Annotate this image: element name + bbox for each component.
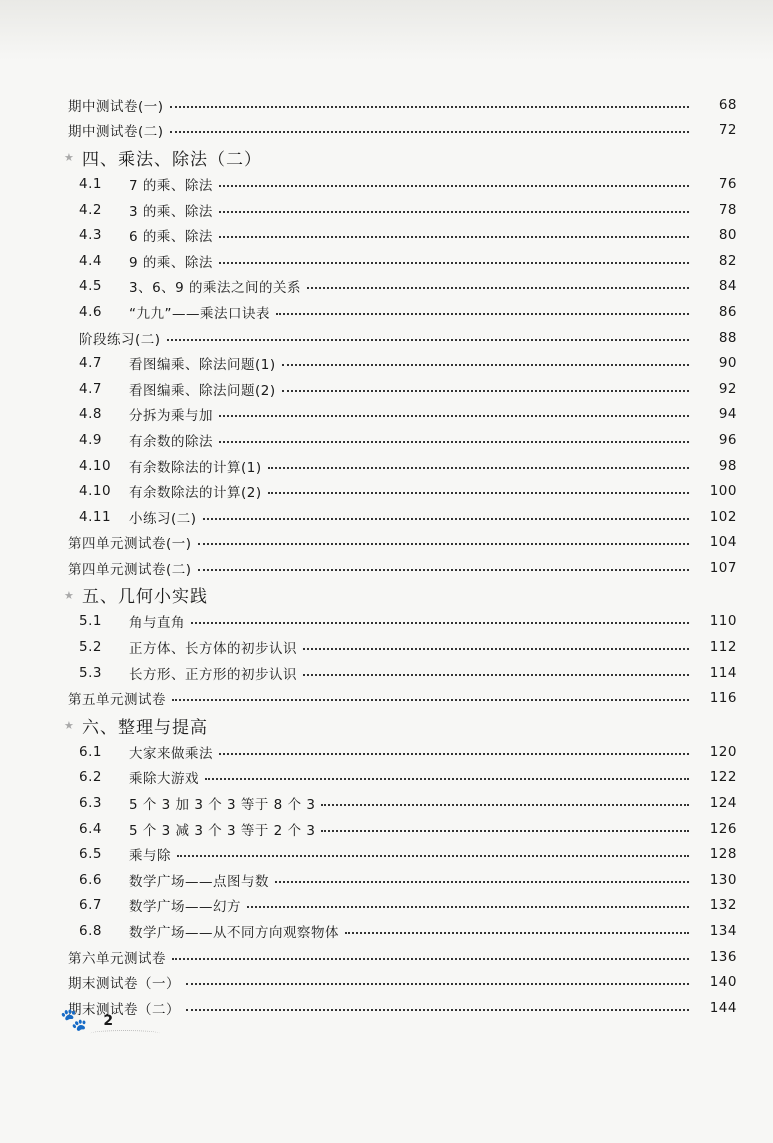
toc-item-page: 136 [709, 948, 737, 965]
toc-entry[interactable] [0, 530, 773, 556]
toc-item-page: 134 [709, 923, 737, 940]
toc-item-page: 126 [709, 820, 737, 837]
toc-item[interactable] [0, 739, 773, 765]
page-edge [0, 0, 773, 60]
toc-item-label: 大家来做乘法 [129, 745, 213, 762]
toc-entry-page: 72 [718, 122, 737, 139]
toc-item-label: 阶段练习(二) [79, 331, 161, 348]
toc-entry-page: 68 [718, 96, 737, 113]
toc-item[interactable] [0, 222, 773, 248]
toc-item-number: 6.3 [79, 795, 102, 812]
leader-dots [203, 518, 689, 520]
toc-item-label: 数学广场——从不同方向观察物体 [129, 925, 339, 942]
toc-item-number: 4.2 [79, 201, 102, 218]
leader-dots [198, 543, 689, 545]
toc-item-label: 看图编乘、除法问题(2) [129, 382, 276, 399]
toc-item-number: 4.10 [79, 457, 112, 474]
leader-dots [172, 699, 689, 701]
toc-item-label: 3、6、9 的乘法之间的关系 [129, 280, 302, 297]
leader-dots [247, 906, 689, 908]
leader-dots [170, 131, 689, 133]
toc-item-number: 4.9 [79, 431, 102, 448]
toc-entry[interactable] [0, 944, 773, 970]
toc-item-number: 6.8 [79, 923, 102, 940]
leader-dots [303, 648, 689, 650]
section-heading-5[interactable] [0, 581, 773, 609]
toc-item-label: 小练习(二) [129, 510, 197, 527]
toc-item-page: 128 [709, 846, 737, 863]
toc-entry[interactable] [0, 969, 773, 995]
section-heading-6[interactable] [0, 711, 773, 739]
leader-dots [307, 287, 689, 289]
toc-item-number: 6.6 [79, 871, 102, 888]
toc-item-label: 有余数的除法 [129, 433, 213, 450]
leader-dots [268, 492, 689, 494]
toc-item-number: 5.3 [79, 664, 102, 681]
toc-item-number: 4.11 [79, 508, 112, 525]
toc-item-number: 5.2 [79, 639, 102, 656]
toc-entry-label: 期中测试卷(一) [68, 98, 164, 115]
toc-item-page: 80 [718, 227, 737, 244]
toc-item-page: 90 [718, 355, 737, 372]
toc-item-number: 4.4 [79, 252, 102, 269]
toc-item-label: 数学广场——幻方 [129, 899, 241, 916]
toc-item-number: 6.2 [79, 769, 102, 786]
toc-item-label: 有余数除法的计算(1) [129, 459, 262, 476]
toc-item[interactable] [0, 325, 773, 351]
toc-item[interactable] [0, 634, 773, 660]
toc-item-page: 112 [709, 639, 737, 656]
toc-item[interactable] [0, 299, 773, 325]
toc-item-page: 98 [718, 457, 737, 474]
toc-item-label: 期末测试卷（一） [68, 976, 180, 993]
toc-item[interactable] [0, 790, 773, 816]
toc-item-page: 116 [709, 690, 737, 707]
toc-item-page: 114 [709, 664, 737, 681]
toc-item[interactable] [0, 504, 773, 530]
toc-item-page: 88 [718, 329, 737, 346]
leader-dots [219, 236, 689, 238]
toc-item[interactable] [0, 274, 773, 300]
toc-item-number: 5.1 [79, 613, 102, 630]
toc-item-page: 96 [718, 431, 737, 448]
toc-item-label: 长方形、正方形的初步认识 [129, 666, 297, 683]
toc-entry[interactable] [0, 555, 773, 581]
toc-item-number: 6.7 [79, 897, 102, 914]
leader-dots [170, 106, 689, 108]
toc-entry[interactable] [0, 995, 773, 1021]
leader-dots [205, 778, 689, 780]
table-of-contents [0, 92, 773, 1021]
toc-item[interactable] [0, 478, 773, 504]
toc-item-label: 第五单元测试卷 [68, 692, 166, 709]
section-title: 五、几何小实践 [82, 587, 208, 608]
toc-item[interactable] [0, 350, 773, 376]
toc-item-number: 4.8 [79, 406, 102, 423]
leader-dots [268, 467, 689, 469]
toc-item-page: 104 [709, 534, 737, 551]
leader-dots [219, 185, 689, 187]
star-icon: ★ [64, 151, 75, 165]
toc-item-page: 144 [709, 999, 737, 1016]
leader-dots [191, 622, 689, 624]
leader-dots [321, 804, 689, 806]
leader-dots [282, 364, 689, 366]
toc-item-number: 4.5 [79, 278, 102, 295]
leader-dots [172, 958, 689, 960]
toc-item-number: 4.6 [79, 303, 102, 320]
toc-item-page: 82 [718, 252, 737, 269]
toc-item-number: 4.7 [79, 380, 102, 397]
leader-dots [219, 753, 689, 755]
leader-dots [198, 569, 689, 571]
toc-entry-label: 期中测试卷(二) [68, 124, 164, 141]
leader-dots [219, 415, 689, 417]
leader-dots [303, 674, 689, 676]
toc-item-page: 120 [709, 743, 737, 760]
toc-item-page: 94 [718, 406, 737, 423]
toc-item-page: 86 [718, 303, 737, 320]
leader-dots [186, 1009, 689, 1011]
toc-item[interactable] [0, 893, 773, 919]
toc-item-page: 132 [709, 897, 737, 914]
leader-dots [219, 441, 689, 443]
leader-dots [219, 211, 689, 213]
decorative-swoosh [90, 1030, 160, 1037]
toc-item[interactable] [0, 765, 773, 791]
leader-dots [345, 932, 689, 934]
leader-dots [177, 855, 689, 857]
toc-item[interactable] [0, 402, 773, 428]
toc-item[interactable] [0, 816, 773, 842]
toc-item[interactable] [0, 918, 773, 944]
toc-item-label: 6 的乘、除法 [129, 229, 213, 246]
leader-dots [186, 983, 689, 985]
leader-dots [282, 390, 689, 392]
toc-item-label: 第四单元测试卷(二) [68, 561, 192, 578]
page-number: 2 [103, 1013, 114, 1029]
toc-item[interactable] [0, 248, 773, 274]
toc-item-label: 角与直角 [129, 615, 185, 632]
toc-item-label: 3 的乘、除法 [129, 203, 213, 220]
leader-dots [219, 262, 689, 264]
toc-item[interactable] [0, 171, 773, 197]
toc-item-number: 4.3 [79, 227, 102, 244]
toc-item-label: 9 的乘、除法 [129, 254, 213, 271]
toc-item-label: 7 的乘、除法 [129, 177, 213, 194]
toc-item-label: 有余数除法的计算(2) [129, 485, 262, 502]
section-title: 六、整理与提高 [82, 717, 208, 738]
star-icon: ★ [64, 588, 75, 602]
toc-item-number: 6.5 [79, 846, 102, 863]
toc-item-page: 84 [718, 278, 737, 295]
toc-item-label: 乘除大游戏 [129, 771, 199, 788]
toc-item[interactable] [0, 376, 773, 402]
toc-item-number: 6.1 [79, 743, 102, 760]
paw-icon: 🐾 [60, 1008, 88, 1033]
toc-item-page: 76 [718, 175, 737, 192]
toc-item-label: 正方体、长方体的初步认识 [129, 641, 297, 658]
toc-item-label: 分拆为乘与加 [129, 408, 213, 425]
toc-item-page: 130 [709, 871, 737, 888]
leader-dots [167, 339, 689, 341]
toc-item-label: 乘与除 [129, 848, 171, 865]
toc-item-page: 110 [709, 613, 737, 630]
toc-item-page: 92 [718, 380, 737, 397]
toc-item-number: 4.7 [79, 355, 102, 372]
toc-item-label: 数学广场——点图与数 [129, 873, 269, 890]
toc-item-label: 看图编乘、除法问题(1) [129, 357, 276, 374]
toc-item-page: 102 [709, 508, 737, 525]
toc-item-page: 107 [709, 559, 737, 576]
toc-item-page: 100 [709, 483, 737, 500]
leader-dots [276, 313, 689, 315]
toc-item[interactable] [0, 867, 773, 893]
leader-dots [321, 830, 689, 832]
section-heading-4[interactable] [0, 143, 773, 171]
toc-item-label: 期末测试卷（二） [68, 1001, 180, 1018]
star-icon: ★ [64, 719, 75, 733]
toc-item-label: 5 个 3 减 3 个 3 等于 2 个 3 [129, 822, 316, 839]
toc-item-page: 78 [718, 201, 737, 218]
toc-item-label: “九九”——乘法口诀表 [129, 305, 270, 322]
toc-item-page: 122 [709, 769, 737, 786]
section-title: 四、乘法、除法（二） [82, 149, 262, 170]
page-footer [60, 1010, 113, 1032]
toc-item-label: 第四单元测试卷(一) [68, 536, 192, 553]
leader-dots [275, 881, 689, 883]
toc-item-page: 124 [709, 795, 737, 812]
toc-item[interactable] [0, 427, 773, 453]
toc-item[interactable] [0, 609, 773, 635]
toc-entry[interactable] [0, 685, 773, 711]
toc-entry[interactable] [0, 92, 773, 118]
toc-item[interactable] [0, 197, 773, 223]
toc-item-label: 5 个 3 加 3 个 3 等于 8 个 3 [129, 797, 316, 814]
toc-item-number: 6.4 [79, 820, 102, 837]
toc-item[interactable] [0, 453, 773, 479]
toc-item-label: 第六单元测试卷 [68, 950, 166, 967]
toc-item-page: 140 [709, 974, 737, 991]
toc-item[interactable] [0, 841, 773, 867]
toc-item-number: 4.10 [79, 483, 112, 500]
toc-entry[interactable] [0, 118, 773, 144]
toc-item[interactable] [0, 660, 773, 686]
toc-item-number: 4.1 [79, 175, 102, 192]
